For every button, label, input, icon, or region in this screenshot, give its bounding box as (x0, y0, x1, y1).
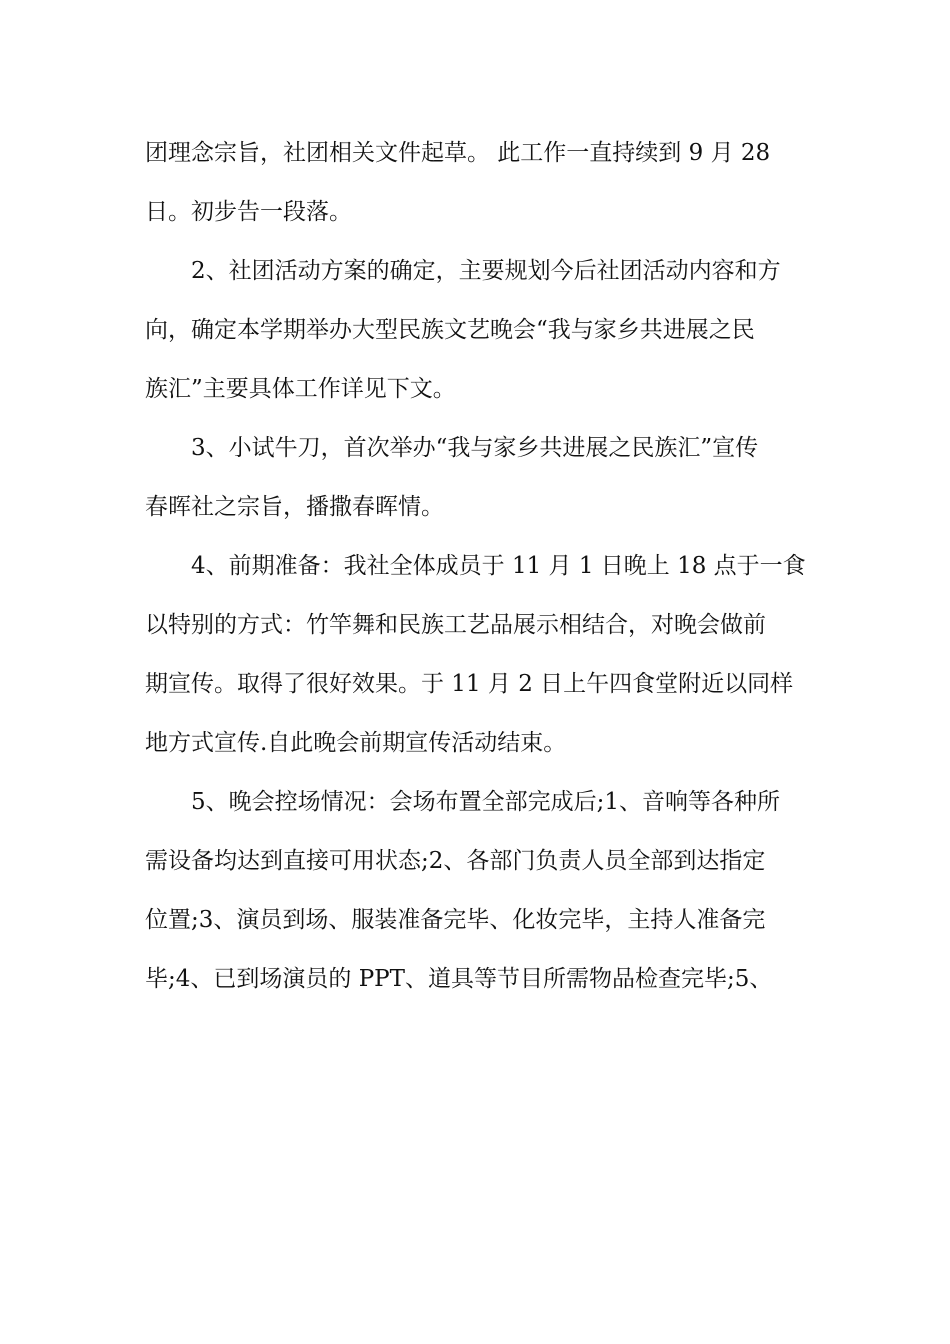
text-line: 位置;3、演员到场、服装准备完毕、化妆完毕，主持人准备完 (145, 907, 766, 933)
text-line: 族汇”主要具体工作详见下文。 (145, 376, 456, 402)
text-line: 日。初步告一段落。 (145, 199, 352, 225)
paragraph-start-line: 2、社团活动方案的确定，主要规划今后社团活动内容和方 (191, 258, 781, 284)
text-line: 需设备均达到直接可用状态;2、各部门负责人员全部到达指定 (145, 848, 766, 874)
text-line: 以特别的方式：竹竿舞和民族工艺品展示相结合，对晚会做前 (145, 612, 766, 638)
text-line: 春晖社之宗旨，播撒春晖情。 (145, 494, 444, 520)
text-line: 期宣传。取得了很好效果。于 11 月 2 日上午四食堂附近以同样 (145, 671, 794, 697)
text-line: 向，确定本学期举办大型民族文艺晚会“我与家乡共进展之民 (145, 317, 755, 343)
text-line: 团理念宗旨，社团相关文件起草。 此工作一直持续到 9 月 28 (145, 140, 771, 166)
paragraph-start-line: 4、前期准备：我社全体成员于 11 月 1 日晚上 18 点于一食 (191, 553, 806, 579)
text-line: 地方式宣传.自此晚会前期宣传活动结束。 (145, 730, 567, 756)
paragraph-start-line: 5、晚会控场情况：会场布置全部完成后;1、音响等各种所 (191, 789, 781, 815)
paragraph-start-line: 3、小试牛刀，首次举办“我与家乡共进展之民族汇”宣传 (191, 435, 759, 461)
text-line: 毕;4、已到场演员的 PPT、道具等节目所需物品检查完毕;5、 (145, 966, 773, 992)
body-text (145, 128, 810, 1013)
